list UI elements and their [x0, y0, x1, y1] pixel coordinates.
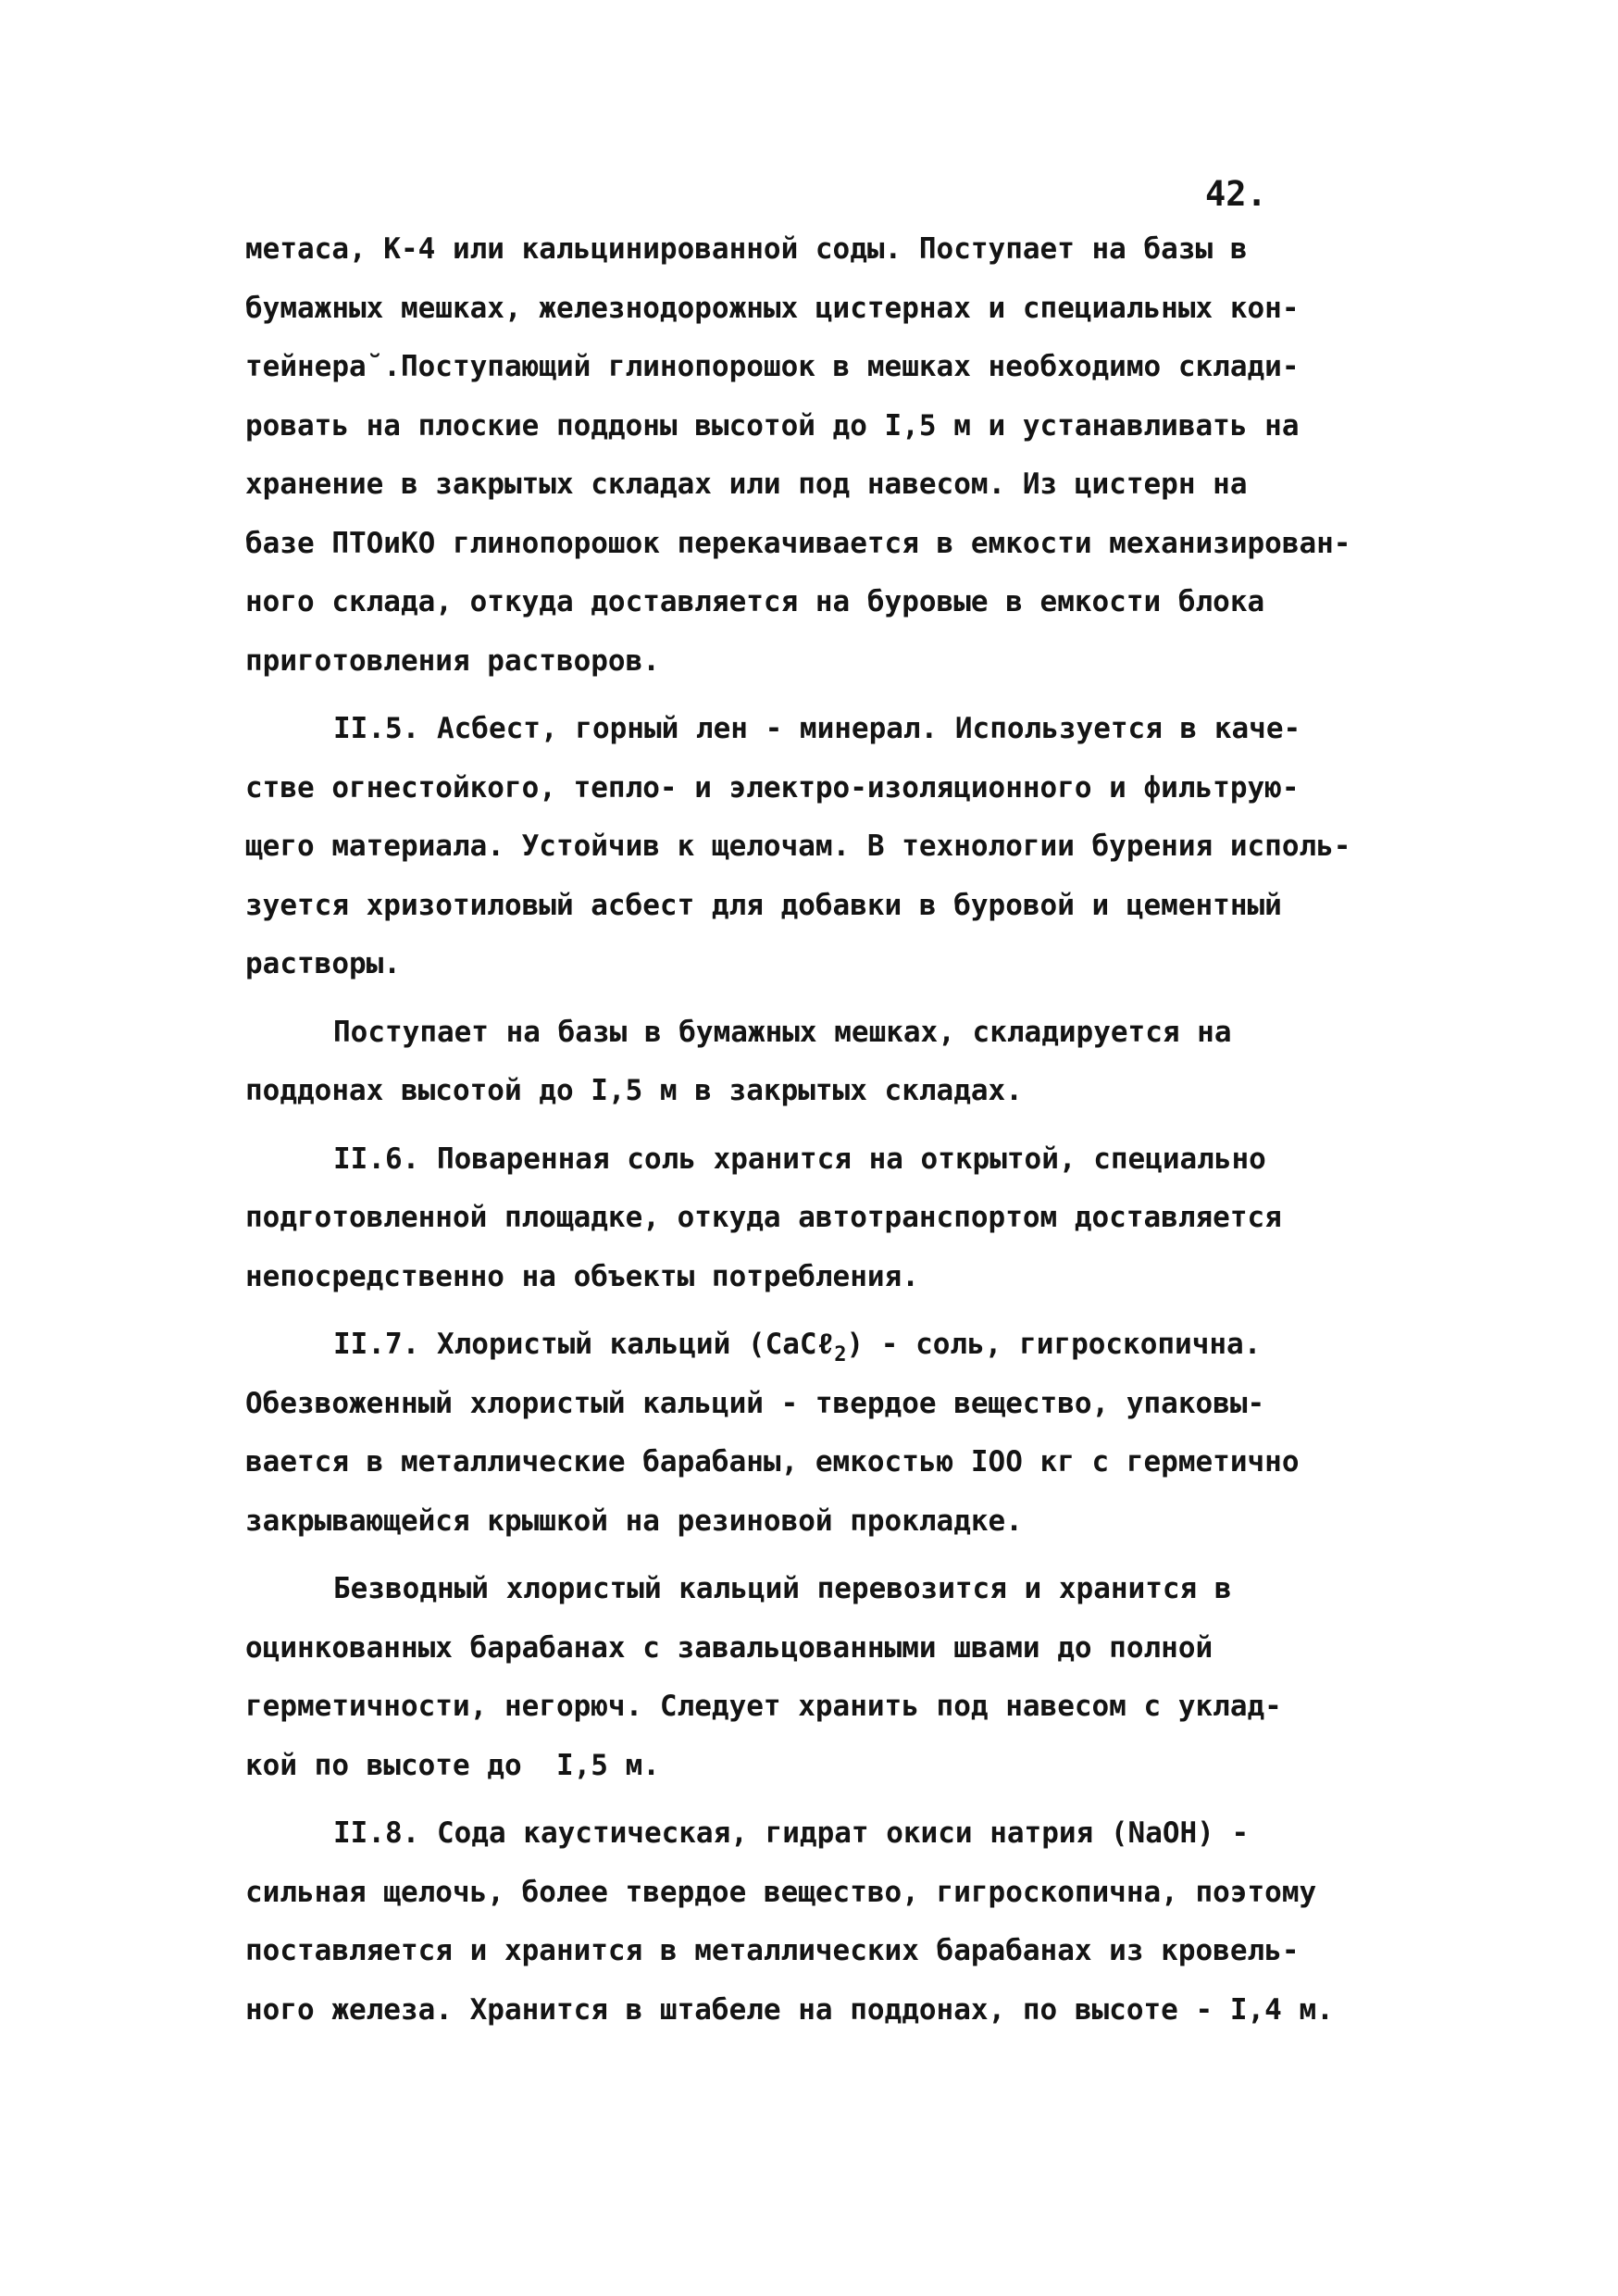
- paragraph-caustic-soda: [245, 1804, 1421, 2040]
- text-line: II.5. Асбест, горный лен - минерал. Используется в каче-: [333, 712, 1301, 745]
- paragraph-anhydrous-calcium-chloride: [245, 1560, 1421, 1795]
- text-line-end: ) - соль, гигроскопична.: [846, 1328, 1262, 1361]
- text-line: метаса, К-4 или кальцинированной соды. Поступает на базы в: [245, 232, 1248, 266]
- text-line: стве огнестойкого, тепло- и электро-изоляционного и фильтрую-: [245, 770, 1300, 805]
- text-line: бумажных мешках, железнодорожных цистернах и специальных кон-: [245, 291, 1300, 325]
- text-line: герметичности, негорюч. Следует хранить под навесом с уклад-: [245, 1690, 1282, 1723]
- paragraph-clay-powder: [245, 220, 1421, 691]
- text-line: приготовления растворов.: [245, 643, 660, 678]
- text-line: непосредственно на объекты потребления.: [245, 1259, 919, 1293]
- text-line: ровать на плоские поддоны высотой до I,5 м и устанавливать на: [245, 408, 1300, 443]
- text-line: зуется хризотиловый асбест для добавки в буровой и цементный: [245, 888, 1282, 922]
- text-line: хранение в закрытых складах или под навесом. Из цистерн на: [245, 468, 1248, 501]
- paragraph-table-salt: [245, 1130, 1421, 1307]
- paragraph-asbestos: [245, 700, 1421, 994]
- body-text: [245, 220, 1421, 2040]
- text-line: II.6. Поваренная соль хранится на открытой, специально: [333, 1142, 1266, 1176]
- text-line: оцинкованных барабанах с завальцованными швами до полной: [245, 1630, 1214, 1665]
- text-line: Обезвоженный хлористый кальций - твердое вещество, упаковы-: [245, 1386, 1265, 1420]
- text-line: поддонах высотой до I,5 м в закрытых складах.: [245, 1074, 1023, 1107]
- formula-subscript: 2: [834, 1343, 847, 1366]
- text-line-with-formula: [245, 1316, 1421, 1375]
- text-line: Поступает на базы в бумажных мешках, складируется на: [333, 1015, 1232, 1049]
- text-line: Безводный хлористый кальций перевозится и хранится в: [333, 1572, 1232, 1605]
- text-line: ного железа. Хранится в штабеле на поддонах, по высоте - I,4 м.: [245, 1992, 1334, 2027]
- text-line: вается в металлические барабаны, емкостью IОО кг с герметично: [245, 1445, 1300, 1479]
- text-line-start: II.7. Хлористый кальций (CaCℓ: [333, 1328, 835, 1361]
- text-line: II.8. Сода каустическая, гидрат окиси натрия (NaOH) -: [333, 1816, 1250, 1850]
- text-line: поставляется и хранится в металлических барабанах из кровель-: [245, 1934, 1300, 1967]
- text-line: тейнера˘.Поступающий глинопорошок в мешках необходимо склади-: [245, 350, 1300, 383]
- text-line: кой по высоте до I,5 м.: [245, 1748, 660, 1782]
- page-number: 42.: [1205, 174, 1267, 214]
- text-line: щего материала. Устойчив к щелочам. В технологии бурения исполь-: [245, 830, 1351, 863]
- text-line: сильная щелочь, более твердое вещество, гигроскопична, поэтому: [245, 1875, 1317, 1909]
- paragraph-asbestos-storage: [245, 1004, 1421, 1121]
- paragraph-calcium-chloride: [245, 1316, 1421, 1551]
- text-line: ного склада, откуда доставляется на буровые в емкости блока: [245, 585, 1265, 618]
- text-line: растворы.: [245, 947, 401, 980]
- text-line: подготовленной площадке, откуда автотранспортом доставляется: [245, 1201, 1282, 1234]
- text-line: базе ПТОиКО глинопорошок перекачивается в емкости механизирован-: [245, 526, 1351, 560]
- text-line: закрывающейся крышкой на резиновой прокладке.: [245, 1504, 1023, 1538]
